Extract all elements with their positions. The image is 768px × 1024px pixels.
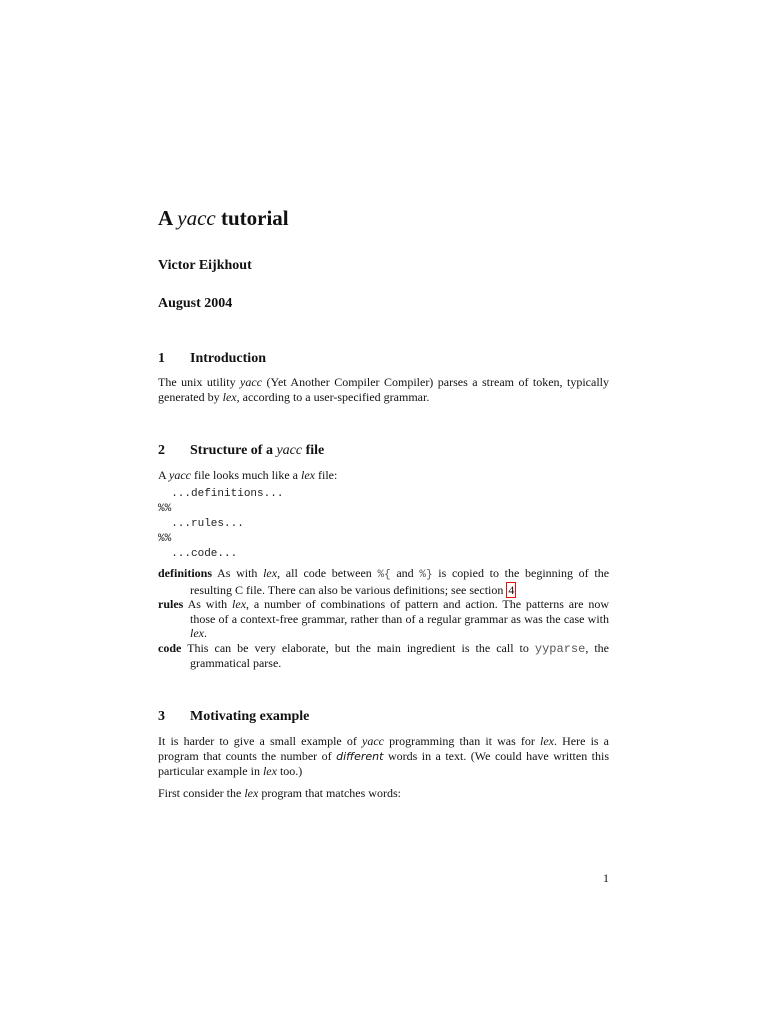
code-line: ...code... <box>158 548 238 560</box>
motivating-paragraph-1: It is harder to give a small example of yacc programming than it was for lex. Here is a program that counts the number of different words in a text. (We could have written this particular example in lex too.) <box>158 734 610 778</box>
paper-title: A yacc tutorial <box>158 206 289 230</box>
code-line: %% <box>158 533 172 545</box>
page-number: 1 <box>603 871 609 885</box>
date: August 2004 <box>158 296 233 311</box>
code-line: ...rules... <box>158 518 244 530</box>
section-2-heading: 2 Structure of a yacc file <box>158 443 325 458</box>
definition-item-code: code This can be very elaborate, but the main ingredient is the call to yyparse, the grammatical parse. <box>158 640 610 670</box>
definition-item-definitions: definitions As with lex, all code between %{ and %} is copied to the beginning of the resulting C file. There can also be various definitions; see section 4 <box>158 566 610 597</box>
definition-list <box>158 566 609 671</box>
structure-code-block <box>158 487 283 562</box>
section-3-heading: 3 Motivating example <box>158 709 310 724</box>
title-yacc: yacc <box>177 206 216 230</box>
definition-item-rules: rules As with lex, a number of combinations of pattern and action. The patterns are now those of a context-free grammar, rather than of a regular grammar as was the case with lex. <box>158 597 610 640</box>
code-line: %% <box>158 503 172 515</box>
motivating-paragraph-2: First consider the lex program that matches words: <box>158 786 401 800</box>
section-ref-link[interactable]: 4 <box>508 582 515 597</box>
intro-paragraph: The unix utility yacc (Yet Another Compiler Compiler) parses a stream of token, typically generated by lex, according to a user-specified grammar. <box>158 375 610 404</box>
code-line: ...definitions... <box>158 488 284 500</box>
structure-paragraph: A yacc file looks much like a lex file: <box>158 468 338 482</box>
author: Victor Eijkhout <box>158 258 252 273</box>
section-1-heading: 1 Introduction <box>158 351 266 366</box>
